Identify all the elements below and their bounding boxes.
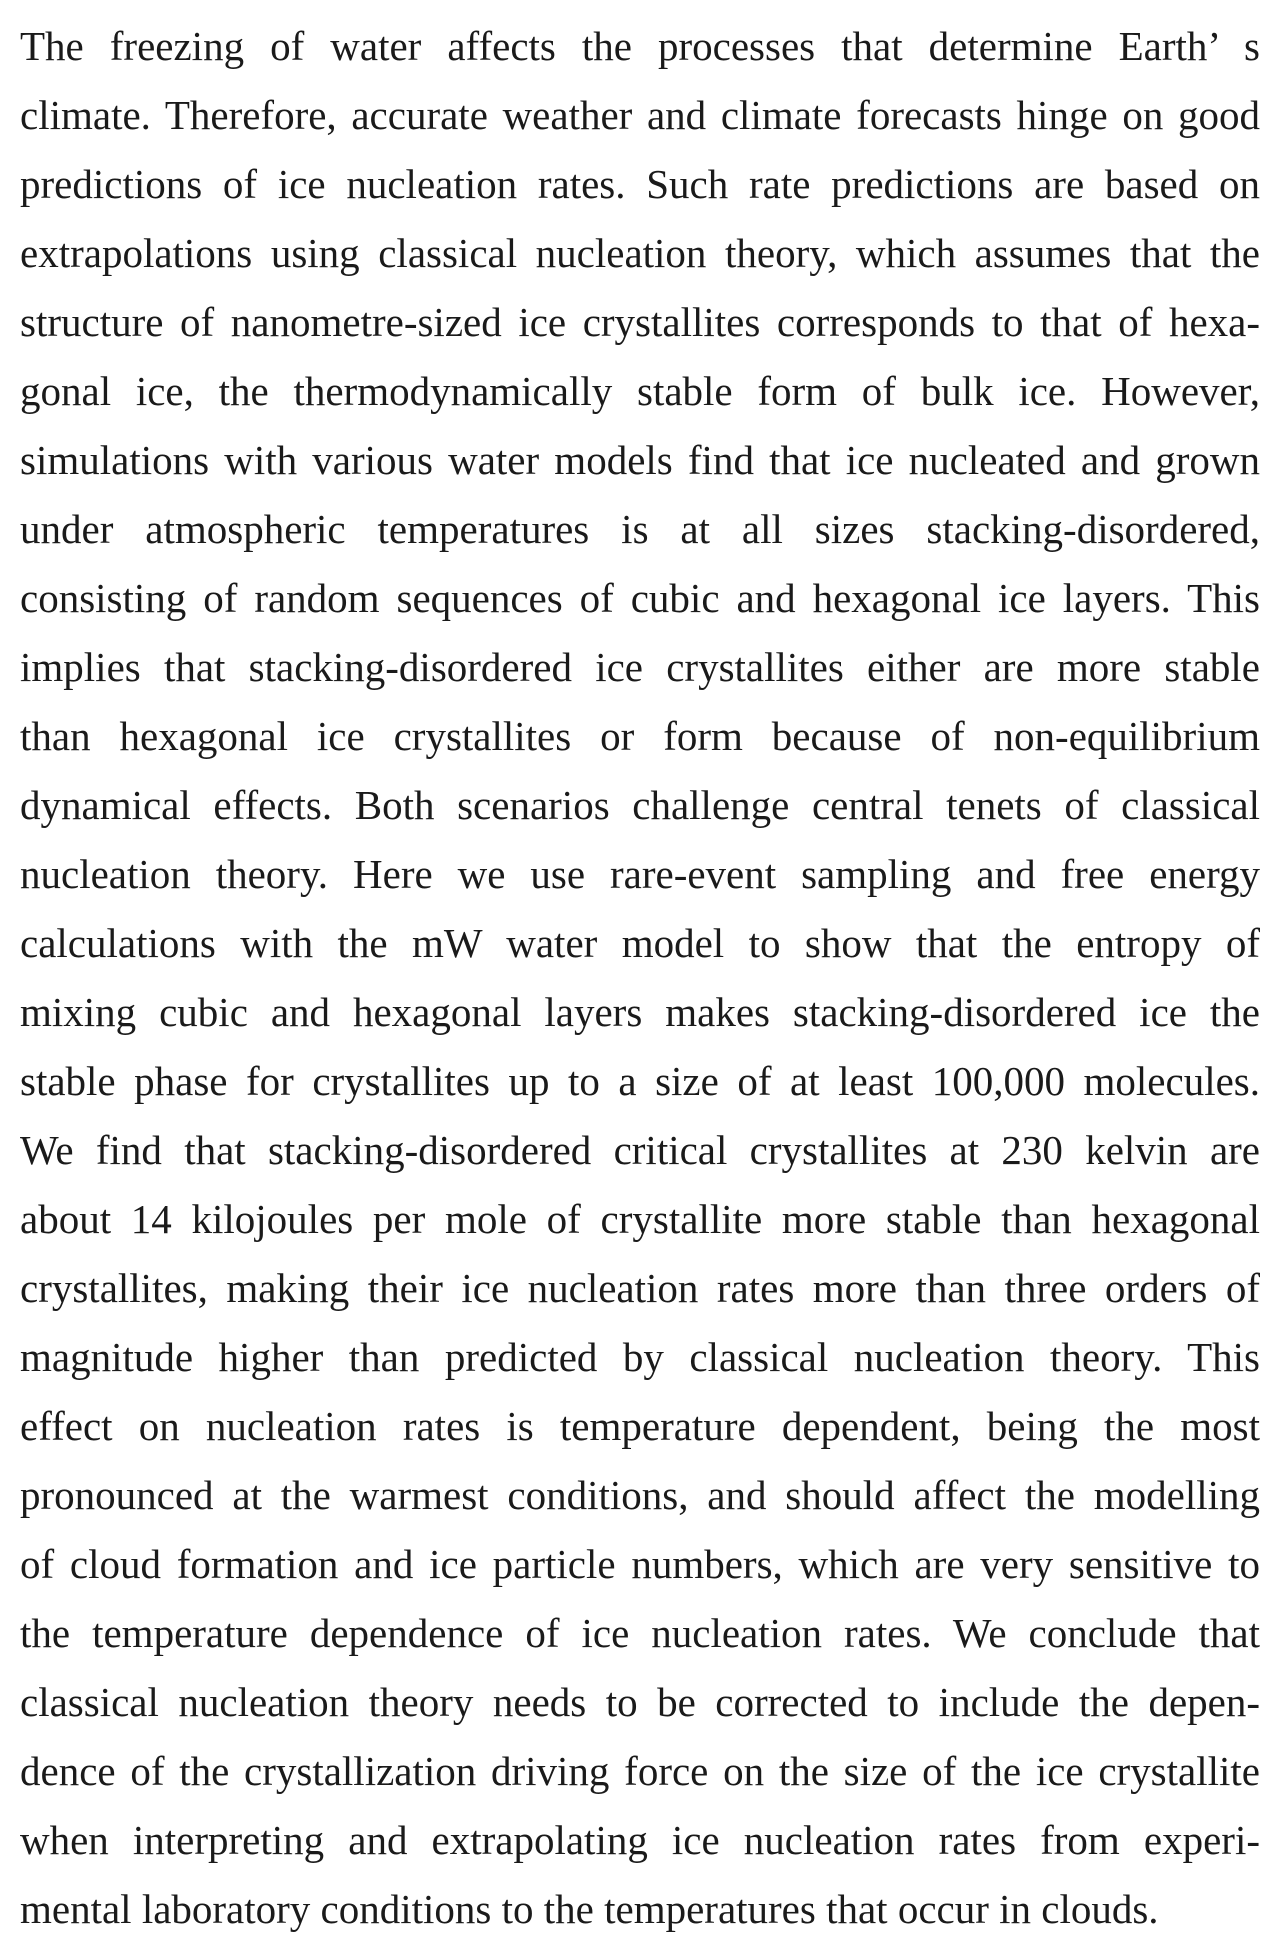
text-line-25: classical nucleation theory needs to be corrected to include the depen- — [20, 1679, 1260, 1725]
text-line-28: mental laboratory conditions to the temperatures that occur in clouds. — [20, 1886, 1159, 1932]
text-line-8: under atmospheric temperatures is at all sizes stacking-disordered, — [20, 506, 1260, 552]
text-line-19: crystallites, making their ice nucleation rates more than three orders of — [20, 1265, 1260, 1311]
text-line-17: We find that stacking-disordered critical crystallites at 230 kelvin are — [20, 1127, 1260, 1173]
text-line-14: calculations with the mW water model to show that the entropy of — [20, 920, 1260, 966]
text-line-22: pronounced at the warmest conditions, and should affect the modelling — [20, 1472, 1260, 1518]
text-line-20: magnitude higher than predicted by classical nucleation theory. This — [20, 1334, 1260, 1380]
text-line-18: about 14 kilojoules per mole of crystallite more stable than hexagonal — [20, 1196, 1260, 1242]
text-line-6: gonal ice, the thermodynamically stable form of bulk ice. However, — [20, 368, 1260, 414]
text-line-4: extrapolations using classical nucleation theory, which assumes that the — [20, 230, 1260, 276]
text-line-7: simulations with various water models find that ice nucleated and grown — [20, 437, 1260, 483]
text-line-13: nucleation theory. Here we use rare-event sampling and free energy — [20, 851, 1260, 897]
text-line-11: than hexagonal ice crystallites or form because of non-equilibrium — [20, 713, 1260, 759]
text-line-27: when interpreting and extrapolating ice nucleation rates from experi- — [20, 1817, 1260, 1863]
text-line-1: The freezing of water affects the processes that determine Earth’ s — [20, 23, 1260, 69]
text-line-26: dence of the crystallization driving force on the size of the ice crystallite — [20, 1748, 1260, 1794]
text-line-23: of cloud formation and ice particle numbers, which are very sensitive to — [20, 1541, 1260, 1587]
abstract-paragraph — [20, 12, 1260, 1944]
text-line-2: climate. Therefore, accurate weather and climate forecasts hinge on good — [20, 92, 1260, 138]
text-line-15: mixing cubic and hexagonal layers makes stacking-disordered ice the — [20, 989, 1260, 1035]
text-line-9: consisting of random sequences of cubic and hexagonal ice layers. This — [20, 575, 1260, 621]
text-line-3: predictions of ice nucleation rates. Such rate predictions are based on — [20, 161, 1260, 207]
text-line-10: implies that stacking-disordered ice crystallites either are more stable — [20, 644, 1260, 690]
text-line-16: stable phase for crystallites up to a size of at least 100,000 molecules. — [20, 1058, 1260, 1104]
text-line-5: structure of nanometre-sized ice crystallites corresponds to that of hexa- — [20, 299, 1260, 345]
text-line-12: dynamical effects. Both scenarios challenge central tenets of classical — [20, 782, 1260, 828]
text-line-21: effect on nucleation rates is temperature dependent, being the most — [20, 1403, 1260, 1449]
text-line-24: the temperature dependence of ice nucleation rates. We conclude that — [20, 1610, 1260, 1656]
